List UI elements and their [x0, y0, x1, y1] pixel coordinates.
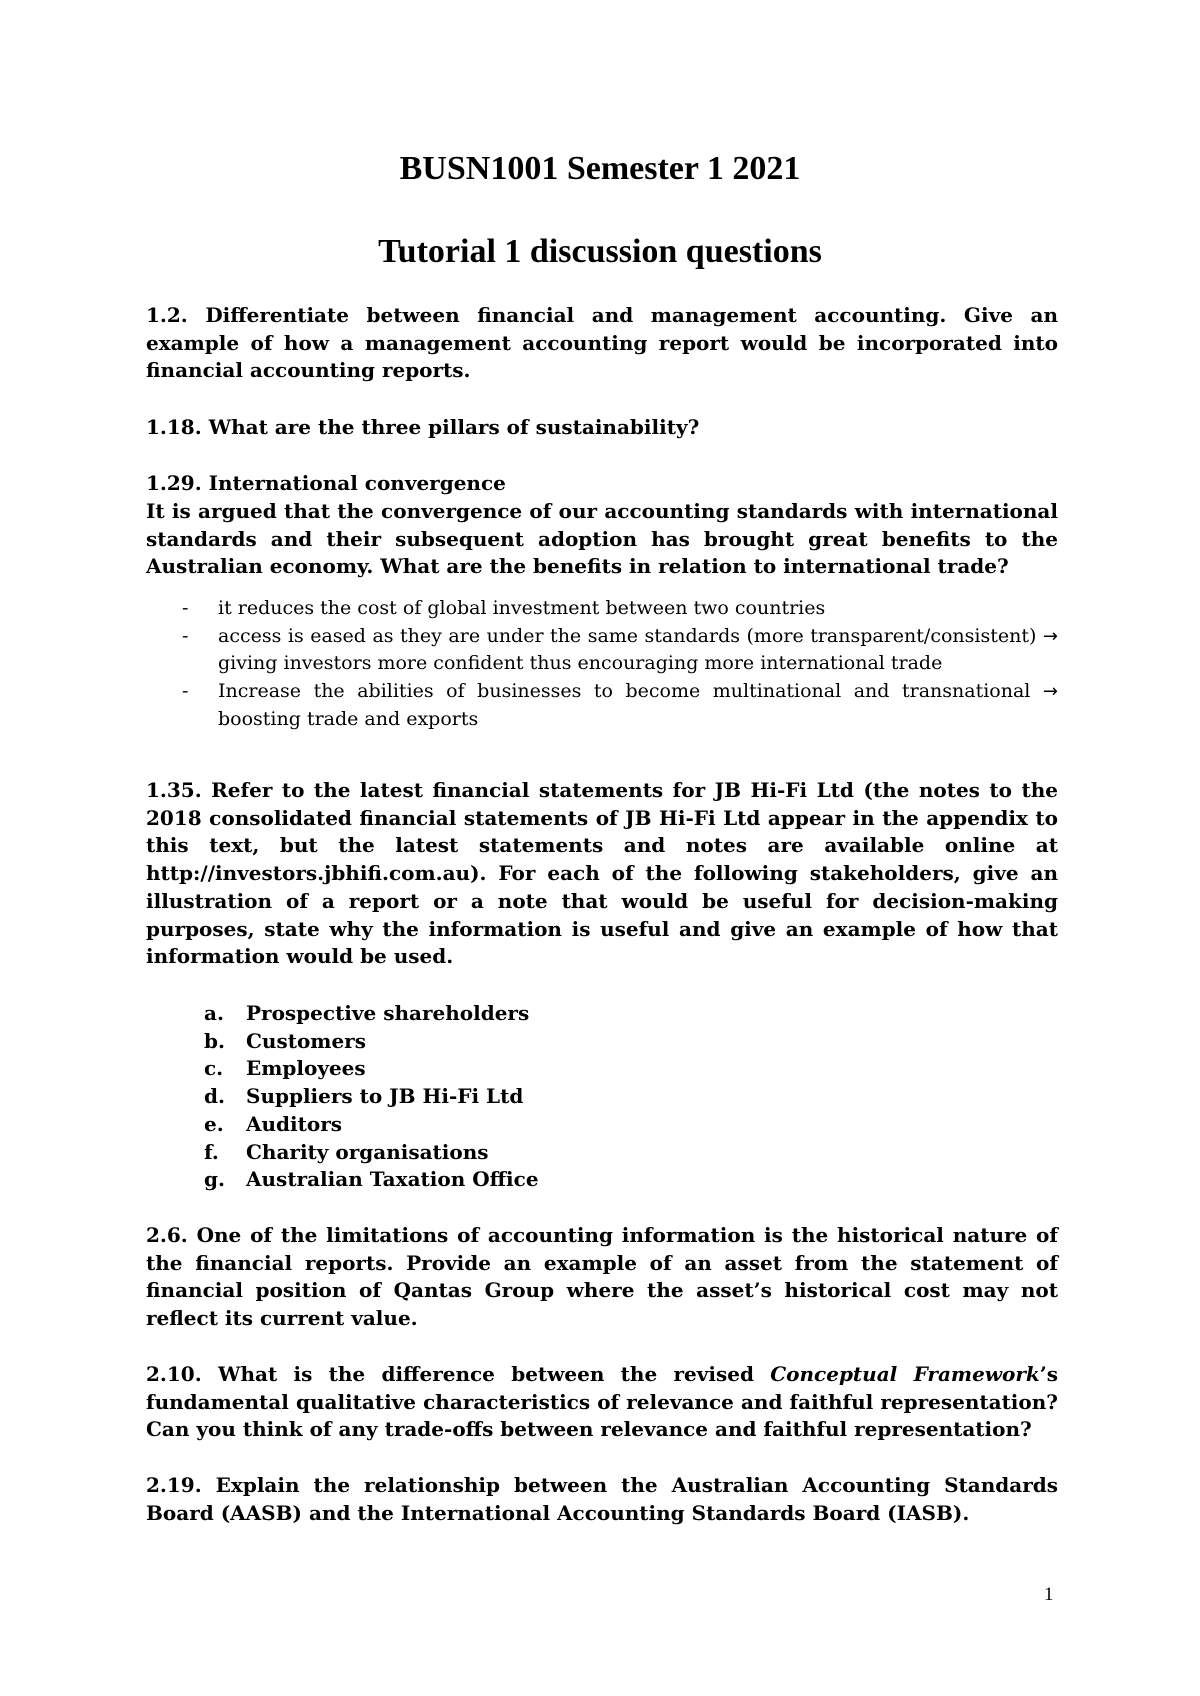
question-2-6: 2.6. One of the limitations of accounting information is the historical nature of the financial reports. Provide an example of an asset from the statement of financial position of Qantas Group where the asset’s historical cost may not reflect its current value. — [146, 1223, 1058, 1331]
course-title: BUSN1001 Semester 1 2021 — [399, 150, 801, 187]
stakeholder-item — [204, 1083, 539, 1111]
answer-item — [146, 678, 1058, 733]
dash-bullet: - — [182, 597, 189, 619]
question-1-29-heading-text: 1.29. International convergence — [146, 471, 506, 495]
stakeholder-label: Auditors — [246, 1111, 343, 1136]
answer-list — [146, 595, 1058, 734]
question-1-29: It is argued that the convergence of our accounting standards with international standards and their subsequent adoption has brought great benefits to the Australian economy. What are the benefits in relation to international trade? — [146, 499, 1058, 579]
stakeholder-item — [204, 1111, 539, 1139]
tutorial-subtitle: Tutorial 1 discussion questions — [378, 233, 822, 270]
question-1-35: 1.35. Refer to the latest financial statements for JB Hi-Fi Ltd (the notes to the 2018 consolidated financial statements of JB Hi-Fi Ltd appear in the appendix to this text, but the latest statements and notes are available online at http://investors.jbhifi.com.au). For each of the following stakeholders, give an illustration of a report or a note that would be useful for decision-making purposes, state why the information is useful and give an example of how that information would be used. — [146, 778, 1058, 969]
stakeholder-item — [204, 1028, 539, 1056]
stakeholder-label: Customers — [246, 1028, 366, 1053]
dash-bullet: - — [182, 680, 189, 703]
stakeholder-list — [204, 1000, 539, 1194]
question-1-29-heading — [146, 470, 1058, 498]
question-2-10-text: 2.10. What is the difference between the revised — [146, 1362, 771, 1386]
list-letter: f. — [204, 1139, 219, 1164]
list-letter: b. — [204, 1028, 225, 1053]
stakeholder-item — [204, 1166, 539, 1194]
answer-text: it reduces the cost of global investment between two countries — [218, 597, 826, 619]
answer-text: Increase the abilities of businesses to become multinational and transnational — [218, 680, 1043, 703]
answer-item — [146, 623, 1058, 678]
list-letter: e. — [204, 1111, 224, 1136]
stakeholder-item — [204, 1000, 539, 1028]
question-2-19: 2.19. Explain the relationship between the Australian Accounting Standards Board (AASB) and the International Accounting Standards Board (IASB). — [146, 1473, 1058, 1525]
question-1-18: 1.18. What are the three pillars of sustainability? — [146, 415, 700, 439]
question-2-10-text-continued: ’s fundamental qualitative characteristics of relevance and faithful representation? Can you think of any trade-offs between relevance and faithful representation? — [146, 1362, 1058, 1442]
stakeholder-item — [204, 1139, 539, 1167]
question-2-10 — [146, 1361, 1058, 1444]
page-number: 1 — [1044, 1584, 1054, 1605]
stakeholder-label: Employees — [246, 1056, 366, 1081]
answer-item — [146, 595, 1058, 623]
list-letter: g. — [204, 1167, 225, 1192]
answer-text-continued: giving investors more confident thus encouraging more international trade — [218, 652, 943, 675]
arrow-right-icon: → — [1042, 625, 1058, 647]
stakeholder-label: Charity organisations — [246, 1139, 489, 1164]
arrow-right-icon: → — [1042, 681, 1058, 703]
answer-text: access is eased as they are under the same standards (more transparent/consistent) — [218, 624, 1043, 647]
stakeholder-label: Prospective shareholders — [246, 1001, 530, 1025]
list-letter: c. — [204, 1056, 224, 1081]
list-letter: a. — [204, 1001, 224, 1025]
question-1-2: 1.2. Differentiate between financial and management accounting. Give an example of how a management accounting report would be incorporated into financial accounting reports. — [146, 303, 1058, 383]
conceptual-framework-term: Conceptual Framework — [770, 1362, 1040, 1386]
list-letter: d. — [204, 1084, 225, 1109]
dash-bullet: - — [182, 624, 189, 647]
answer-text-continued: boosting trade and exports — [218, 707, 479, 730]
stakeholder-label: Australian Taxation Office — [246, 1167, 539, 1192]
stakeholder-label: Suppliers to JB Hi-Fi Ltd — [246, 1084, 524, 1109]
stakeholder-item — [204, 1055, 539, 1083]
